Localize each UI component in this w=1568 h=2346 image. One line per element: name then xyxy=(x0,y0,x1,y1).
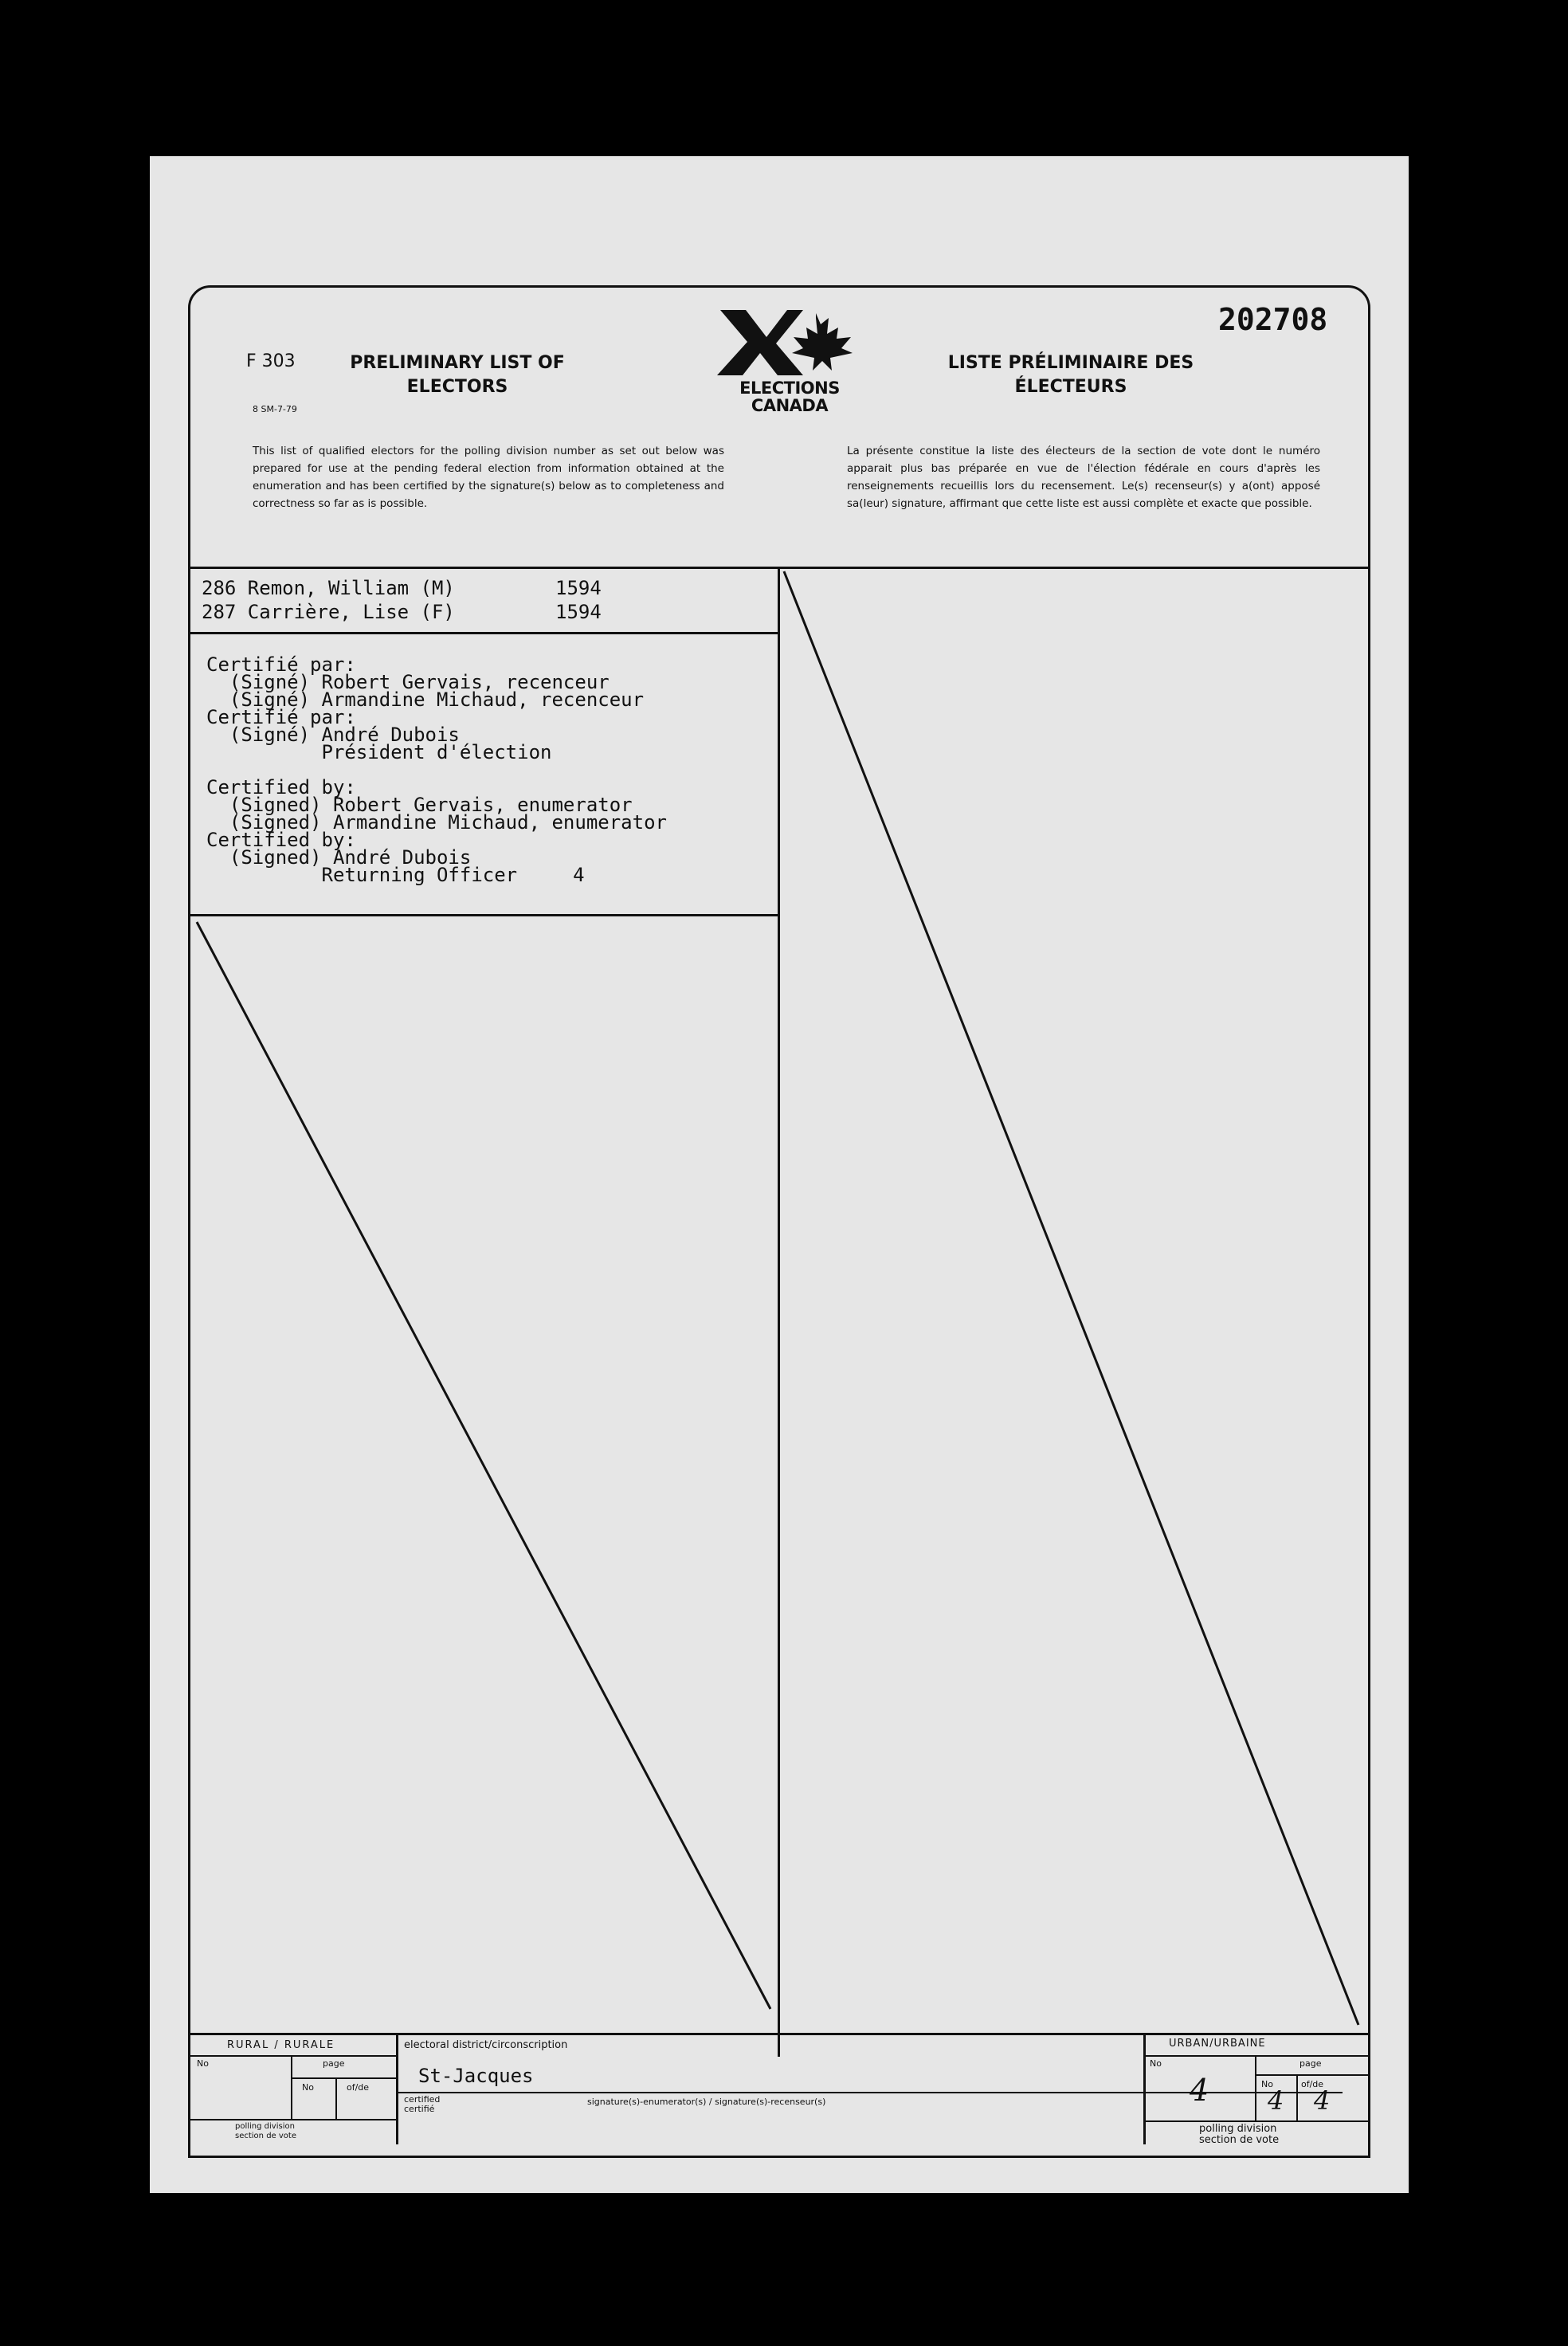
urban-of-divider xyxy=(1296,2076,1298,2120)
rural-label: RURAL / RURALE xyxy=(227,2039,335,2051)
district-value: St-Jacques xyxy=(418,2065,534,2087)
urban-polling-label: polling division section de vote xyxy=(1199,2123,1280,2146)
footer-divider xyxy=(190,2033,1368,2035)
urban-divider xyxy=(1143,2033,1146,2144)
rural-no-divider xyxy=(291,2055,292,2119)
rural-district-divider xyxy=(396,2065,398,2144)
urban-label: URBAN/URBAINE xyxy=(1169,2038,1266,2050)
rural-district-divider-top xyxy=(396,2033,398,2065)
rural-page-label: page xyxy=(323,2058,345,2069)
urban-page-total: 4 xyxy=(1314,2085,1331,2116)
rural-page-no-label: No xyxy=(302,2082,314,2093)
logo-text-elections: ELECTIONS xyxy=(739,379,840,398)
district-label: electoral district/circonscription xyxy=(404,2039,568,2051)
void-strike-lines xyxy=(190,288,1370,2065)
rural-bottom-divider xyxy=(190,2119,396,2120)
rural-of-divider xyxy=(335,2079,337,2119)
urban-no-divider xyxy=(1255,2055,1256,2120)
rural-of-label: of/de xyxy=(347,2082,370,2093)
urban-page-divider xyxy=(1255,2074,1368,2076)
urban-page-label: page xyxy=(1299,2058,1322,2069)
urban-of-label: of/de xyxy=(1301,2079,1324,2089)
certified-label: certified certifié xyxy=(404,2094,441,2114)
urban-bottom-divider xyxy=(1143,2120,1368,2122)
form-code: 8 SM-7-79 xyxy=(253,404,297,414)
certification-page-mark: 4 xyxy=(573,864,585,886)
title-french: LISTE PRÉLIMINAIRE DES ÉLECTEURS xyxy=(947,353,1194,397)
urban-no-label: No xyxy=(1150,2058,1162,2069)
logo-text-canada: CANADA xyxy=(751,396,829,415)
intro-english: This list of qualified electors for the polling division number as set out below was prepared for use at the pending federal election from information obtained at the enumeration and has been certified by the signature(s) below as to completeness and correctness so far as is possible. xyxy=(253,445,724,510)
title-english: PRELIMINARY LIST OF ELECTORS xyxy=(350,353,565,397)
elector-row: 287 Carrière, Lise (F) 1594 xyxy=(202,601,602,623)
serial-number: 202708 xyxy=(1218,302,1328,337)
elector-row: 286 Remon, William (M) 1594 xyxy=(202,577,602,599)
signature-label: signature(s)-enumerator(s) / signature(s)-recenseur(s) xyxy=(587,2097,826,2107)
intro-french: La présente constitue la liste des électeurs de la section de vote dont le numéro apparait plus bas préparée en vue de l'élection fédérale en cours d'après les renseignements recueillis lors du recensement. Le(s) recenseur(s) y a(ont) apposé sa(leur) signature, affirmant que cette liste est aussi complète et exacte que possible. xyxy=(847,445,1320,510)
urban-page-no-label: No xyxy=(1261,2079,1273,2089)
rural-no-label: No xyxy=(197,2058,209,2069)
urban-page-number: 4 xyxy=(1268,2085,1284,2116)
form-frame xyxy=(188,285,1370,2158)
rural-polling-label: polling division section de vote xyxy=(235,2122,296,2140)
form-number: F 303 xyxy=(246,351,296,371)
certification-block: Certifié par: (Signé) Robert Gervais, recenceur (Signé) Armandine Michaud, recenceur Certifié par: (Signé) André Dubois Président d'élection Certified by: (Signed) Robert Gervais, enumerator (Signed) Armandine Michaud, enumerator Certified by: (Signed) André Dubois Returning Officer 4 xyxy=(206,653,667,886)
rural-label-divider xyxy=(190,2055,396,2057)
rural-page-divider xyxy=(291,2077,396,2079)
urban-polling-number: 4 xyxy=(1190,2073,1209,2108)
